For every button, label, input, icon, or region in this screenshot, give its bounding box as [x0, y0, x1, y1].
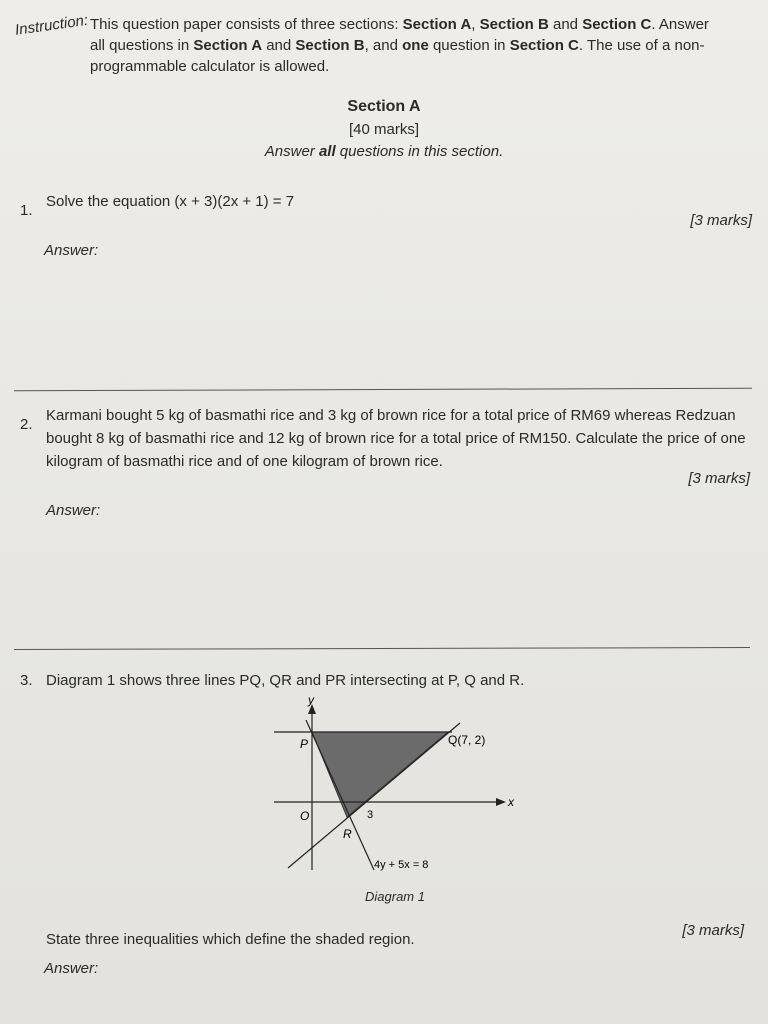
instruction-text: [90, 14, 754, 77]
section-subtitle: Answer all questions in this section.: [264, 143, 504, 160]
label-x: x: [508, 795, 514, 809]
instruction-line-1: This question paper consists of three sections: Section A, Section B and Section C. Answer: [90, 16, 709, 33]
q2-line-2: bought 8 kg of basmathi rice and 12 kg of brown rice for a total price of RM150. Calculate the price of one: [46, 430, 746, 447]
shaded-region: [312, 732, 448, 817]
instruction-line-3: programmable calculator is allowed.: [90, 58, 330, 75]
q2-line-3: kilogram of basmathi rice and of one kilogram of brown rice.: [46, 453, 443, 470]
q1-divider: [14, 388, 752, 392]
instruction-line-2: all questions in Section A and Section B, and one question in Section C. The use of a non-: [90, 37, 705, 54]
q3-marks: [3 marks]: [682, 922, 744, 939]
q1-text: Solve the equation (x + 3)(2x + 1) = 7: [46, 193, 295, 210]
q1-number: 1.: [20, 202, 33, 219]
q1-marks: [3 marks]: [690, 212, 752, 229]
label-y: y: [308, 693, 314, 707]
q2-answer-label: Answer:: [46, 502, 101, 519]
label-line-eq: 4y + 5x = 8: [374, 859, 429, 871]
label-r: R: [343, 827, 352, 841]
q1-answer-label: Answer:: [44, 242, 99, 259]
label-o: O: [300, 809, 310, 823]
diagram-caption: Diagram 1: [365, 889, 425, 904]
q3-text: Diagram 1 shows three lines PQ, QR and PR intersecting at P, Q and R.: [46, 672, 525, 689]
q2-number: 2.: [20, 416, 33, 433]
label-3: 3: [367, 809, 374, 821]
q2-text: [46, 404, 756, 473]
section-title: Section A: [347, 98, 421, 115]
q3-number: 3.: [20, 672, 33, 689]
q3-answer-label: Answer:: [44, 960, 99, 977]
diagram-1: [260, 690, 540, 910]
q2-marks: [3 marks]: [688, 470, 750, 487]
q2-line-1: Karmani bought 5 kg of basmathi rice and 3 kg of brown rice for a total price of RM69 whereas Redzuan: [46, 407, 736, 424]
instruction-label: Instruction:: [14, 11, 90, 39]
q3-prompt: State three inequalities which define the shaded region.: [46, 931, 415, 948]
q2-divider: [14, 647, 750, 650]
label-p: P: [300, 737, 309, 751]
section-marks: [40 marks]: [348, 121, 420, 138]
x-axis-arrow: [496, 798, 506, 806]
label-q: Q(7, 2): [448, 733, 486, 747]
